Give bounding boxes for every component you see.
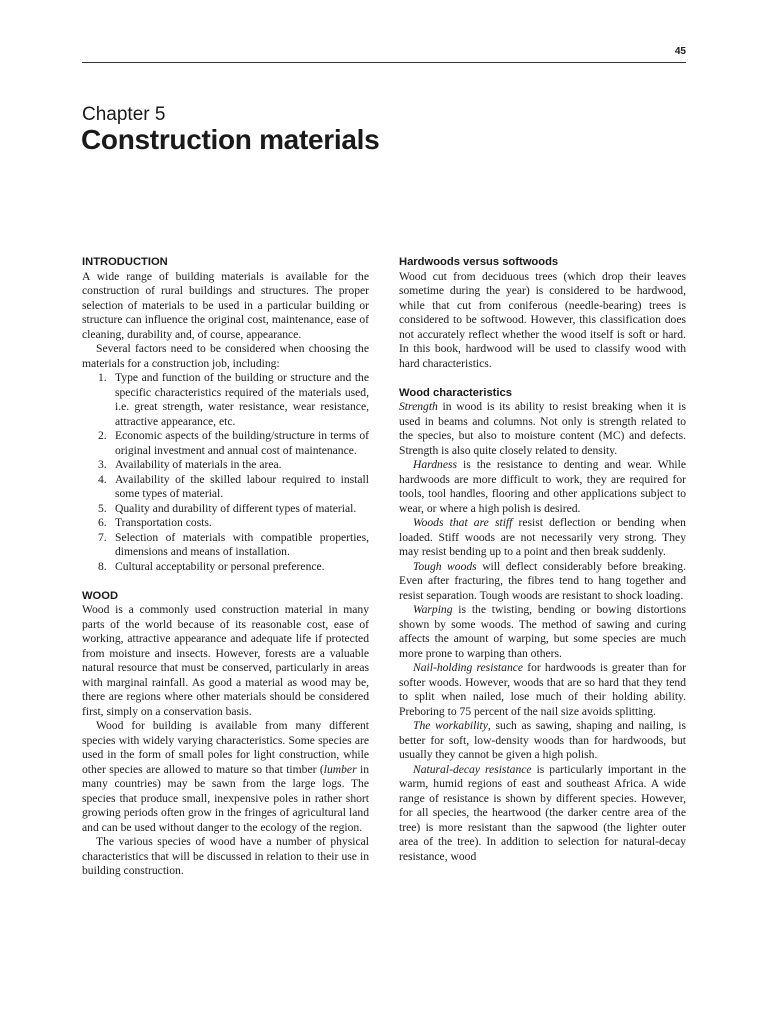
intro-paragraph-1: A wide range of building materials is available for the construction of rural buildings and structures. The proper selection of materials to be used in a particular building or structure can influence the original cost, maintenance, ease of cleaning, durability and, of course, appearance. <box>82 269 369 341</box>
factors-list <box>82 371 369 574</box>
intro-paragraph-2: Several factors need to be considered when choosing the materials for a construction job, including: <box>82 342 369 370</box>
page-number: 45 <box>674 46 686 57</box>
workability-paragraph: The workability, such as sawing, shaping and nailing, is better for soft, low-density woods than for hardwoods, but usually they cannot be given a high polish. <box>399 719 686 761</box>
right-column <box>399 255 686 864</box>
stiffness-paragraph: Woods that are stiff resist deflection or bending when loaded. Stiff woods are not necessarily very strong. They may resist bending up to a point and then break suddenly. <box>399 516 686 558</box>
list-item: 6. Transportation costs. <box>98 516 212 529</box>
list-item: 3. Availability of materials in the area. <box>98 458 282 471</box>
list-item: 1. Type and function of the building or structure and the specific characteristics required of the materials used, i.e. great strength, water resistance, wear resistance, attractive appearance, etc. <box>98 371 369 428</box>
warping-paragraph: Warping is the twisting, bending or bowing distortions shown by some woods. The method of sawing and curing affects the amount of warping, but some species are much more prone to warping than others. <box>399 603 686 660</box>
wood-paragraph-1: Wood is a commonly used construction material in many parts of the world because of its reasonable cost, ease of working, attractive appearance and adequate life if protected from moisture and insects. However, forests are a valuable natural resource that must be conserved, particularly in areas with marginal rainfall. As good a material as wood may be, there are regions where other materials should be considered first, simply on a conservation basis. <box>82 603 369 718</box>
chapter-label: Chapter 5 <box>82 104 166 125</box>
left-column <box>82 255 369 879</box>
wood-characteristics-heading: Wood characteristics <box>399 386 512 399</box>
wood-paragraph-3: The various species of wood have a number of physical characteristics that will be discussed in relation to their use in building construction. <box>82 835 369 877</box>
nail-holding-paragraph: Nail-holding resistance for hardwoods is greater than for softer woods. However, woods that are so hard that they tend to split when nailed, lose much of their holding ability. Preboring to 75 percent of the nail size avoids splitting. <box>399 661 686 718</box>
decay-resistance-paragraph: Natural-decay resistance is particularly important in the warm, humid regions of east and southeast Africa. A wide range of resistance is shown by different species. However, for all species, the heartwood (the darker centre area of the tree) is more resistant than the sapwood (the lighter outer area of the tree). In addition to selection for natural-decay resistance, wood <box>399 762 687 863</box>
list-item: 5. Quality and durability of different types of material. <box>98 501 357 515</box>
top-rule <box>82 62 686 63</box>
list-item: 4. Availability of the skilled labour required to install some types of material. <box>98 472 369 500</box>
hardness-paragraph: Hardness is the resistance to denting and wear. While hardwoods are more difficult to work, they are required for tools, tool handles, flooring and other applications subject to wear, or where a high polish is desired. <box>399 458 686 515</box>
introduction-heading: INTRODUCTION <box>82 256 168 268</box>
chapter-title: Construction materials <box>81 124 380 155</box>
list-item: 8. Cultural acceptability or personal preference. <box>98 559 325 573</box>
wood-heading: WOOD <box>82 589 119 602</box>
strength-paragraph: Strength in wood is its ability to resist breaking when it is used in beams and columns. Not only is strength related to the species, but also to moisture content (MC) and defects. Strength is also quite closely related to density. <box>399 400 686 457</box>
wood-paragraph-2: Wood for building is available from many different species with widely varying characteristics. Some species are used in the form of small poles for light construction, while other species are allowed to mature so that timber (lumber in many countries) may be sawn from the large logs. The species that produce small, inexpensive poles in rather short growing periods often grow in the fringes of agricultural land and can be used without danger to the ecology of the region. <box>82 719 370 834</box>
list-item: 7. Selection of materials with compatible properties, dimensions and means of installation. <box>98 530 369 558</box>
hardwoods-heading: Hardwoods versus softwoods <box>399 256 559 268</box>
list-item: 2. Economic aspects of the building/structure in terms of original investment and annual cost of maintenance. <box>98 429 369 457</box>
toughness-paragraph: Tough woods will deflect considerably before breaking. Even after fracturing, the fibres tend to hang together and resist separation. Tough woods are resistant to shock loading. <box>399 559 687 602</box>
hardwoods-paragraph: Wood cut from deciduous trees (which drop their leaves sometime during the year) is considered to be hardwood, while that cut from coniferous (needle-bearing) trees is considered to be softwood. However, this classification does not accurately reflect whether the wood itself is soft or hard. In this book, hardwood will be used to classify wood with hard characteristics. <box>399 269 686 370</box>
